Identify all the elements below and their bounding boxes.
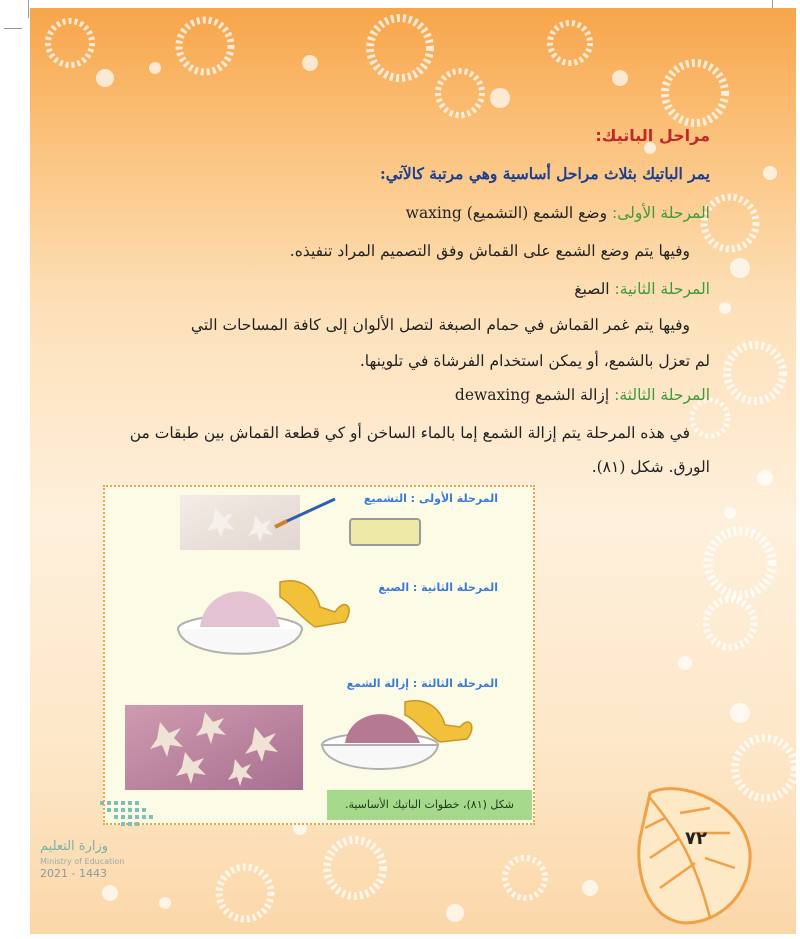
dyed-cloth bbox=[200, 591, 280, 627]
figure-caption: شكل (٨١)، خطوات الباتيك الأساسية. bbox=[327, 790, 532, 820]
ministry-emblem-icon bbox=[95, 797, 165, 837]
stage2-body-line1: وفيها يتم غمر القماش في حمام الصبغة لتصل الألوان إلى كافة المساحات التي bbox=[190, 316, 690, 334]
section-heading: مراحل الباتيك: bbox=[595, 126, 710, 145]
ministry-year: 2021 - 1443 bbox=[40, 867, 107, 880]
crop-mark bbox=[4, 28, 22, 29]
stage2-label: المرحلة الثانية: bbox=[614, 280, 710, 298]
ministry-name-en: Ministry of Education bbox=[40, 857, 125, 866]
stage2-title: الصبغ bbox=[574, 280, 610, 298]
ministry-name: وزارة التعليم bbox=[40, 839, 109, 854]
stage3-label: المرحلة الثالثة: bbox=[614, 386, 710, 404]
batik-steps-figure bbox=[103, 485, 535, 825]
crop-mark bbox=[28, 0, 29, 18]
stage2-body-line2: لم تعزل بالشمع، أو يمكن استخدام الفرشاة في تلوينها. bbox=[359, 352, 710, 370]
stage3-body-line2: الورق. شكل (٨١). bbox=[591, 458, 710, 476]
stage2-heading bbox=[574, 280, 710, 298]
intro-line: يمر الباتيك بثلاث مراحل أساسية وهي مرتبة كالآتي: bbox=[379, 164, 710, 183]
figure-label-stage3: المرحلة الثالثة : إزالة الشمع bbox=[346, 677, 498, 690]
stage3-heading bbox=[455, 386, 710, 404]
figure-label-stage2: المرحلة الثانية : الصبغ bbox=[378, 581, 498, 594]
stage1-heading bbox=[406, 204, 710, 222]
stage1-title: وضع الشمع (التشميع) waxing bbox=[405, 204, 608, 222]
figure-label-stage1: المرحلة الأولى : التشميع bbox=[363, 492, 498, 505]
figure-illustration bbox=[105, 487, 533, 823]
stage3-body-line1: في هذه المرحلة يتم إزالة الشمع إما بالماء الساخن أو كي قطعة القماش بين طبقات من bbox=[129, 424, 690, 442]
wax-pan bbox=[350, 519, 420, 545]
stage1-body: وفيها يتم وضع الشمع على القماش وفق التصميم المراد تنفيذه. bbox=[289, 242, 690, 260]
stage3-title: إزالة الشمع dewaxing bbox=[454, 386, 610, 404]
stage1-label: المرحلة الأولى: bbox=[612, 204, 710, 222]
page-number: ٧٢ bbox=[685, 828, 707, 849]
